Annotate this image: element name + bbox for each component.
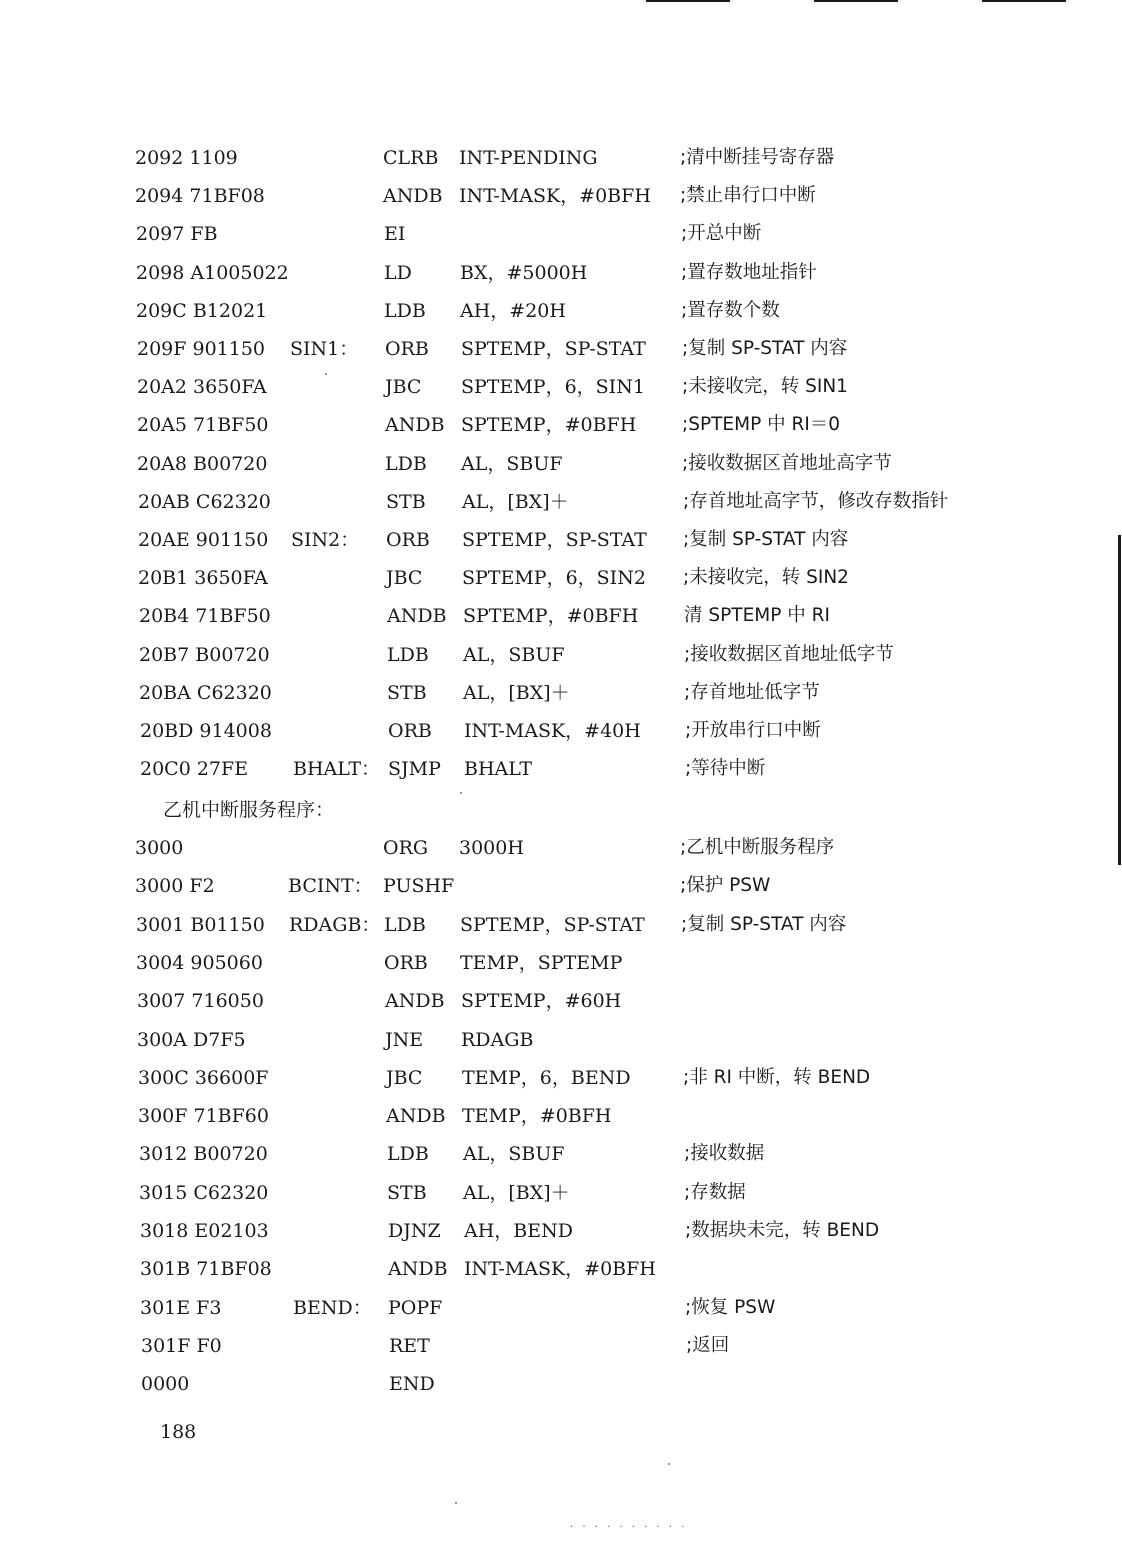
code-line bbox=[0, 525, 1122, 555]
code-line bbox=[0, 986, 1122, 1016]
code-opcode: CLRB bbox=[383, 147, 439, 169]
code-address: 300F 71BF60 bbox=[138, 1105, 269, 1128]
code-operands: AL，[BX]＋ bbox=[462, 490, 569, 513]
code-line bbox=[0, 754, 1122, 784]
code-opcode: ANDB bbox=[386, 1105, 446, 1128]
code-comment: ;存首地址低字节 bbox=[684, 681, 820, 703]
code-address: 20B1 3650FA bbox=[138, 567, 268, 590]
code-opcode: END bbox=[389, 1373, 435, 1396]
code-line bbox=[0, 1063, 1122, 1093]
code-comment: ;复制 SP-STAT 内容 bbox=[682, 338, 848, 359]
code-address: 3007 716050 bbox=[137, 990, 264, 1013]
code-comment: ;复制 SP-STAT 内容 bbox=[683, 529, 849, 550]
code-line bbox=[0, 1254, 1122, 1284]
code-line bbox=[0, 1178, 1122, 1208]
code-opcode: JBC bbox=[386, 567, 423, 590]
code-comment: ;清中断挂号寄存器 bbox=[680, 147, 835, 168]
code-comment: ;等待中断 bbox=[685, 758, 766, 780]
code-opcode: SJMP bbox=[388, 758, 441, 781]
scan-speck bbox=[460, 792, 462, 794]
code-address: 209F 901150 bbox=[137, 338, 266, 360]
code-comment: 清 SPTEMP 中 RI bbox=[684, 605, 830, 627]
code-line bbox=[0, 1139, 1122, 1169]
code-operands: SPTEMP，SP-STAT bbox=[461, 338, 646, 360]
code-operands: BX，#5000H bbox=[460, 261, 588, 284]
code-operands: SPTEMP，6，SIN2 bbox=[462, 567, 646, 590]
code-operands: AL，SBUF bbox=[463, 1143, 565, 1166]
code-line bbox=[0, 1101, 1122, 1131]
top-rule-2 bbox=[814, 0, 898, 2]
code-line bbox=[0, 334, 1122, 364]
code-comment: ;置存数个数 bbox=[681, 299, 780, 321]
code-opcode: ANDB bbox=[383, 185, 443, 208]
code-line bbox=[0, 296, 1122, 326]
code-operands: AL，[BX]＋ bbox=[463, 1181, 570, 1204]
code-comment: ;乙机中断服务程序 bbox=[680, 837, 835, 858]
code-line bbox=[0, 1369, 1122, 1399]
code-address: 301B 71BF08 bbox=[140, 1258, 272, 1281]
code-address: 300A D7F5 bbox=[137, 1028, 246, 1051]
code-opcode: STB bbox=[386, 490, 426, 513]
section-heading: 乙机中断服务程序： bbox=[163, 799, 335, 821]
code-address: 2097 FB bbox=[136, 223, 218, 246]
code-line bbox=[0, 1025, 1122, 1055]
code-comment: ;恢复 PSW bbox=[685, 1296, 776, 1318]
code-comment: ;保护 PSW bbox=[680, 875, 771, 897]
top-rule-1 bbox=[646, 0, 730, 2]
code-label: BHALT： bbox=[293, 758, 380, 781]
code-address: 20B7 B00720 bbox=[139, 643, 270, 666]
code-opcode: JNE bbox=[385, 1028, 424, 1051]
code-address: 301E F3 bbox=[140, 1296, 222, 1319]
code-address: 20BD 914008 bbox=[140, 720, 272, 742]
code-address: 3000 F2 bbox=[135, 875, 215, 898]
code-line bbox=[0, 948, 1122, 978]
code-opcode: STB bbox=[387, 1181, 427, 1204]
code-address: 20A2 3650FA bbox=[137, 376, 267, 399]
code-operands: 3000H bbox=[459, 837, 524, 859]
code-line bbox=[0, 143, 1122, 173]
code-comment: ;置存数地址指针 bbox=[681, 261, 817, 283]
code-address: 0000 bbox=[141, 1373, 190, 1396]
code-comment: ;数据块未完，转 BEND bbox=[685, 1220, 880, 1241]
top-rule-3 bbox=[982, 0, 1066, 2]
code-address: 3001 B01150 bbox=[136, 913, 265, 936]
code-operands: SPTEMP，6，SIN1 bbox=[461, 376, 645, 399]
code-opcode: LDB bbox=[385, 452, 427, 475]
code-line bbox=[0, 487, 1122, 517]
code-line bbox=[0, 372, 1122, 402]
code-operands: TEMP，6，BEND bbox=[462, 1066, 631, 1089]
code-operands: TEMP，#0BFH bbox=[462, 1105, 612, 1128]
code-opcode: LDB bbox=[384, 299, 426, 322]
code-comment: ;SPTEMP 中 RI＝0 bbox=[682, 414, 841, 436]
code-operands: AL，SBUF bbox=[461, 452, 563, 475]
code-line bbox=[0, 640, 1122, 670]
code-opcode: POPF bbox=[388, 1296, 443, 1319]
code-opcode: ORB bbox=[388, 720, 432, 742]
code-label: SIN1： bbox=[290, 338, 359, 360]
code-address: 3012 B00720 bbox=[139, 1143, 268, 1166]
code-label: BEND： bbox=[293, 1296, 372, 1319]
code-address: 20A5 71BF50 bbox=[137, 414, 269, 437]
code-line bbox=[0, 563, 1122, 593]
code-opcode: PUSHF bbox=[383, 875, 455, 898]
code-opcode: RET bbox=[389, 1334, 430, 1357]
code-opcode: ANDB bbox=[385, 414, 445, 437]
code-line bbox=[0, 678, 1122, 708]
code-address: 20C0 27FE bbox=[140, 758, 249, 781]
code-opcode: LDB bbox=[387, 1143, 429, 1166]
code-label: RDAGB： bbox=[289, 913, 381, 936]
code-operands: AH，#20H bbox=[460, 299, 566, 322]
code-address: 3004 905060 bbox=[136, 951, 263, 974]
code-address: 20A8 B00720 bbox=[137, 452, 268, 475]
code-address: 301F F0 bbox=[141, 1334, 222, 1357]
code-line bbox=[0, 910, 1122, 940]
code-opcode: ORG bbox=[383, 837, 429, 859]
code-comment: ;接收数据 bbox=[684, 1143, 765, 1165]
code-address: 20AE 901150 bbox=[138, 529, 269, 551]
code-address: 20AB C62320 bbox=[138, 490, 271, 513]
code-opcode: DJNZ bbox=[388, 1220, 441, 1242]
code-line bbox=[0, 1331, 1122, 1361]
code-line bbox=[0, 219, 1122, 249]
code-comment: ;存首地址高字节，修改存数指针 bbox=[683, 490, 949, 512]
code-operands: INT-MASK，#0BFH bbox=[459, 185, 651, 208]
code-address: 2094 71BF08 bbox=[135, 185, 265, 208]
code-address: 209C B12021 bbox=[136, 299, 268, 322]
code-line bbox=[0, 449, 1122, 479]
code-address: 300C 36600F bbox=[138, 1066, 269, 1089]
code-opcode: ORB bbox=[385, 338, 429, 360]
code-address: 2092 1109 bbox=[135, 147, 238, 169]
code-comment: ;复制 SP-STAT 内容 bbox=[681, 913, 847, 935]
code-comment: ;开放串行口中断 bbox=[685, 720, 821, 741]
code-operands: SPTEMP，SP-STAT bbox=[460, 913, 645, 936]
code-line bbox=[0, 1293, 1122, 1323]
code-address: 2098 A1005022 bbox=[136, 261, 289, 284]
code-line bbox=[0, 1216, 1122, 1246]
code-operands: INT-MASK，#40H bbox=[464, 720, 641, 742]
code-opcode: LD bbox=[384, 261, 412, 284]
code-opcode: JBC bbox=[385, 376, 422, 399]
code-address: 3000 bbox=[135, 837, 184, 859]
scan-speck bbox=[668, 1463, 670, 1465]
code-opcode: EI bbox=[384, 223, 406, 246]
scan-speck bbox=[325, 373, 327, 375]
code-line bbox=[0, 410, 1122, 440]
code-opcode: ANDB bbox=[385, 990, 445, 1013]
code-line bbox=[0, 601, 1122, 631]
scan-speck bbox=[455, 1502, 457, 1504]
code-operands: AH，BEND bbox=[464, 1220, 573, 1242]
code-label: SIN2： bbox=[291, 529, 360, 551]
code-address: 3015 C62320 bbox=[139, 1181, 269, 1204]
code-line bbox=[0, 716, 1122, 746]
code-comment: ;接收数据区首地址低字节 bbox=[684, 643, 894, 665]
code-comment: ;接收数据区首地址高字节 bbox=[682, 452, 892, 474]
code-opcode: ANDB bbox=[388, 1258, 448, 1281]
code-label: BCINT： bbox=[288, 875, 373, 898]
code-opcode: ANDB bbox=[387, 605, 447, 628]
code-operands: SPTEMP，SP-STAT bbox=[462, 529, 647, 551]
code-comment: ;返回 bbox=[686, 1334, 730, 1356]
code-operands: RDAGB bbox=[461, 1028, 534, 1051]
code-opcode: ORB bbox=[386, 529, 430, 551]
code-line bbox=[0, 833, 1122, 863]
code-operands: AL，SBUF bbox=[463, 643, 565, 666]
code-comment: ;开总中断 bbox=[681, 223, 762, 245]
code-operands: TEMP，SPTEMP bbox=[460, 951, 623, 974]
code-line bbox=[0, 181, 1122, 211]
code-comment: ;非 RI 中断，转 BEND bbox=[683, 1066, 871, 1088]
code-opcode: JBC bbox=[386, 1066, 423, 1089]
scan-dots: · · · · · · · · · · bbox=[570, 1522, 688, 1533]
code-address: 3018 E02103 bbox=[140, 1220, 269, 1242]
code-operands: AL，[BX]＋ bbox=[463, 681, 570, 704]
code-comment: ;禁止串行口中断 bbox=[680, 185, 816, 207]
code-operands: SPTEMP，#0BFH bbox=[461, 414, 637, 437]
code-address: 20BA C62320 bbox=[139, 681, 272, 704]
code-line bbox=[0, 871, 1122, 901]
code-comment: ;存数据 bbox=[684, 1181, 746, 1203]
code-opcode: LDB bbox=[384, 913, 426, 936]
code-operands: BHALT bbox=[464, 758, 532, 781]
code-opcode: ORB bbox=[384, 951, 428, 974]
page-number: 188 bbox=[160, 1421, 197, 1443]
code-line bbox=[0, 258, 1122, 288]
code-comment: ;未接收完，转 SIN1 bbox=[682, 376, 848, 398]
code-operands: INT-PENDING bbox=[459, 147, 598, 169]
code-operands: INT-MASK，#0BFH bbox=[464, 1258, 656, 1281]
code-opcode: LDB bbox=[387, 643, 429, 666]
code-address: 20B4 71BF50 bbox=[139, 605, 271, 628]
code-operands: SPTEMP，#0BFH bbox=[463, 605, 639, 628]
code-comment: ;未接收完，转 SIN2 bbox=[683, 567, 849, 589]
code-operands: SPTEMP，#60H bbox=[461, 990, 622, 1013]
code-opcode: STB bbox=[387, 681, 427, 704]
